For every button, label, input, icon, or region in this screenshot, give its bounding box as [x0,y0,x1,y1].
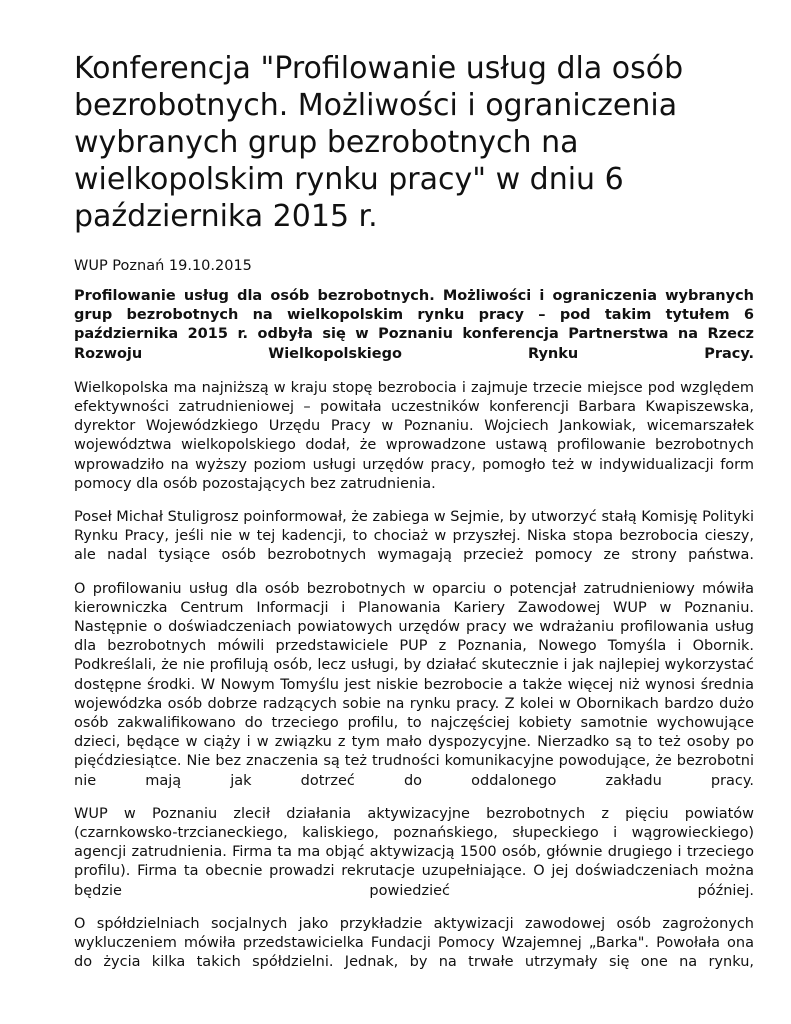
article-paragraph-4: WUP w Poznaniu zlecił działania aktywizacyjne bezrobotnych z pięciu powiatów (czarnkowsko-trzcianeckiego, kaliskiego, poznańskiego, słupeckiego i wągrowieckiego) agencji zatrudnienia. Firma ta ma objąć aktywizacją 1500 osób, głównie drugiego i trzeciego profilu). Firma ta obecnie prowadzi rekrutacje uzupełniające. O jej doświadczeniach można będzie powiedzieć później. [74,805,754,899]
article-title: Konferencja "Profilowanie usług dla osób bezrobotnych. Możliwości i ograniczenia wybranych grup bezrobotnych na wielkopolskim rynku pracy" w dniu 6 października 2015 r. [74,51,684,234]
article-paragraph-1: Wielkopolska ma najniższą w kraju stopę bezrobocia i zajmuje trzecie miejsce pod względem efektywności zatrudnieniowej – powitała uczestników konferencji Barbara Kwapiszewska, dyrektor Wojewódzkiego Urzędu Pracy w Poznaniu. Wojciech Jankowiak, wicemarszałek województwa wielkopolskiego dodał, że wprowadzone ustawą profilowanie bezrobotnych wprowadziło na wyższy poziom usługi urzędów pracy, pomogło też w indywidualizacji form pomocy dla osób pozostających bez zatrudnienia. [74,379,754,492]
article-paragraph-3: O profilowaniu usług dla osób bezrobotnych w oparciu o potencjał zatrudnieniowy mówiła kierowniczka Centrum Informacji i Planowania Kariery Zawodowej WUP w Poznaniu. Następnie o doświadczeniach powiatowych urzędów pracy we wdrażaniu profilowania usług dla bezrobotnych mówili przedstawiciele PUP z Poznania, Nowego Tomyśla i Obornik. Podkreślali, że nie profilują osób, lecz usługi, by działać skutecznie i jak najlepiej wykorzystać dostępne środki. W Nowym Tomyślu jest niskie bezrobocie a także więcej niż wynosi średnia wojewódzka osób dobrze radzących sobie na rynku pracy. Z kolei w Obornikach bardzo dużo osób zakwalifikowano do trzeciego profilu, to najczęściej kobiety samotnie wychowujące dzieci, będące w ciąży i w związku z tym mało dyspozycyjne. Nierzadko są to też osoby po pięćdziesiątce. Nie bez znaczenia są też trudności komunikacyjne powodujące, że bezrobotni nie mają jak dotrzeć do oddalonego zakładu pracy. [74,580,754,789]
article-meta: WUP Poznań 19.10.2015 [74,258,252,274]
article-lead: Profilowanie usług dla osób bezrobotnych. Możliwości i ograniczenia wybranych grup bezrobotnych na wielkopolskim rynku pracy – pod takim tytułem 6 października 2015 r. odbyła się w Poznaniu konferencja Partnerstwa na Rzecz Rozwoju Wielkopolskiego Rynku Pracy. [74,288,754,362]
article [74,50,754,987]
article-paragraph-2: Poseł Michał Stuligrosz poinformował, że zabiega w Sejmie, by utworzyć stałą Komisję Polityki Rynku Pracy, jeśli nie w tej kadencji, to chociaż w przyszłej. Niska stopa bezrobocia cieszy, ale nadal tysiące osób bezrobotnych wymagają przecież pomocy ze strony państwa. [74,509,754,564]
article-paragraph-5: O spółdzielniach socjalnych jako przykładzie aktywizacji zawodowej osób zagrożonych wykluczeniem mówiła przedstawicielka Fundacji Pomocy Wzajemnej „Barka". Powołała ona do życia kilka takich spółdzielni. Jednak, by na trwałe utrzymały się one na rynku, [74,915,754,971]
